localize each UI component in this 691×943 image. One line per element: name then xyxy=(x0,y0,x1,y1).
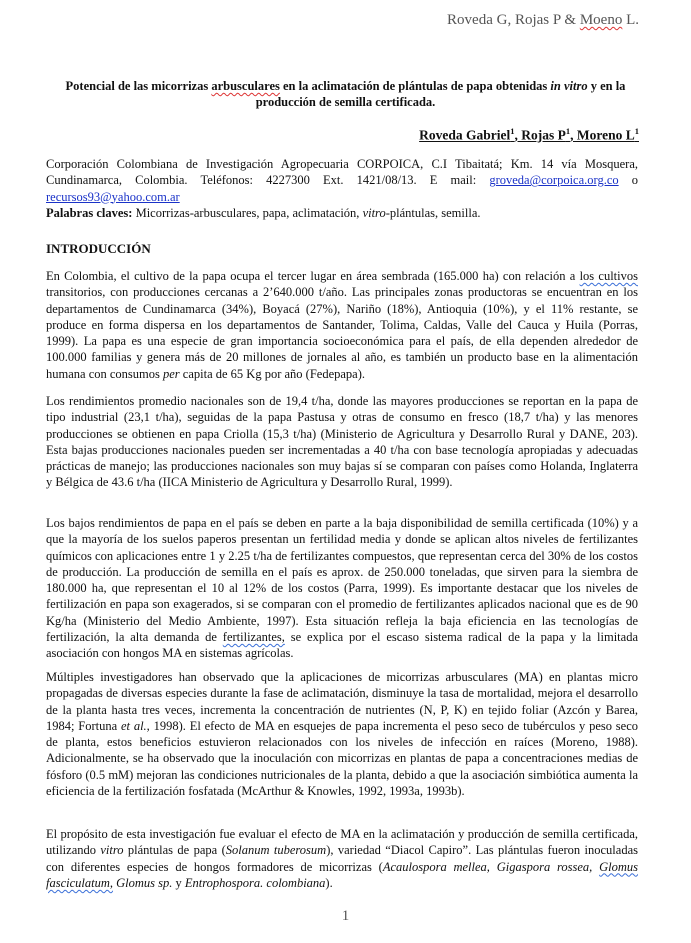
title-text: Potencial de las micorrizas xyxy=(65,79,212,93)
grammar-flagged-text: fertilizantes, xyxy=(222,630,285,645)
author-name: , Rojas P xyxy=(514,127,566,143)
running-header xyxy=(447,12,639,29)
affiliation-block xyxy=(46,156,638,221)
species-name: Glomus sp. xyxy=(113,875,173,890)
keywords-italic: vitro xyxy=(362,205,386,220)
paragraph-text: transitorios, con producciones cercanas a 2’640.000 t/año. Las principales zonas productoras se encuentran en los departamentos de Cundinamarca (34%), Boyacá (27%), Nariño (18%), Antioquia (10%), y el 11% restante, se produce en forma dispersa en los departamentos de Santander, Tolima, Caldas, Valle del Cauca y Huila (Porras, 1999). La papa es una especie de gran importancia socioeconómica para el país, de ella dependen alrededor de 100.000 familias y genera más de 20 millones de jornales al año, es también un producto base en la alimentación humana con consumos xyxy=(46,285,638,381)
title-text: arbusculares xyxy=(211,79,280,93)
paragraph-italic: per xyxy=(163,366,180,381)
author-name: Roveda Gabriel xyxy=(419,127,511,143)
title-italic: in vitro xyxy=(550,79,588,93)
paragraph-text: 1998). El efecto de MA en esquejes de papa incrementa el peso seco de tubérculos y peso seco de planta, estos beneficios estuvieron relacionados con los niveles de infección en raíces (Moreno, 1988). Adicionalmente, se ha observado que la inoculación con micorrizas en plantas de papa a concentraciones medias de fósforo (0.5 mM) mejoran las condiciones nutricionales de la planta, debido a que la asociación simbiótica aumenta la eficiencia de la fertilización fosfatada (McArthur & Knowles, 1992, 1993a, 1993b). xyxy=(46,718,639,799)
paragraph-italic: vitro xyxy=(100,843,124,858)
paragraph-text: ), variedad “Diacol Capiro”. Las plántulas fueron inoculadas con diferentes especies de hongos formadores de micorrizas ( xyxy=(46,843,638,874)
paragraph-text: Múltiples investigadores han observado que la aplicaciones de micorrizas arbusculares (MA) en plantas micro propagadas de diversas especies durante la fase de aclimatación, disminuye la tasa de mortalidad, mejora el desarrollo de la planta hasta tres veces, incrementa la concentración de nutrientes (N, P, K) en tejido foliar (Azcón y Barea, 1984; Fortuna xyxy=(46,670,638,733)
paragraph-text: En Colombia, el cultivo de la papa ocupa el tercer lugar en área sembrada (165.000 ha) con relación a xyxy=(46,269,580,283)
header-misspelled-name: Moeno xyxy=(579,12,623,28)
species-name: Solanum tuberosum xyxy=(225,843,327,858)
email-link-2[interactable]: recursos93@yahoo.com.ar xyxy=(46,189,180,204)
species-name: Entrophospora. colombiana xyxy=(184,875,326,890)
paragraph-4 xyxy=(46,669,638,799)
grammar-flagged-text: los cultivos xyxy=(579,269,638,283)
title-text: en la aclimatación de plántulas de papa obtenidas xyxy=(279,79,551,93)
paragraph-text: Los bajos rendimientos de papa en el país se deben en parte a la baja disponibilidad de semilla certificada (10%) y a que la mayoría de los suelos paperos presentan un fertilidad media y donde se aplican altos niveles de fertilizantes químicos con aplicaciones entre 1 y 2.25 t/ha de fertilizantes compuestos, que representan cerca del 30% de los costos de producción. La producción de semilla en el país es aprox. de 250.000 toneladas, que sirven para la siembra de 180.000 ha, que representan el 10 al 12% de los costos (Parra, 1999). Es importante destacar que los niveles de fertilización en papa son exagerados, si se comparan con el promedio de fertilizantes aplicados nacional que es de 90 Kg/ha (Ministerio del Medio Ambiente, 1997). Esta situación refleja la baja eficiencia en las tecnologías de fertilización, la alta demanda de xyxy=(46,516,638,645)
header-initial: L. xyxy=(622,12,639,28)
paragraph-text: capita de 65 Kg por año (Fedepapa). xyxy=(179,366,366,381)
keywords-text: Micorrizas-arbusculares, papa, aclimatación, xyxy=(132,205,363,220)
affiliation-text: Corporación Colombiana de Investigación Agropecuaria CORPOICA, C.I Tibaitatá; Km. 14 vía Mosquera, Cundinamarca, Colombia. Teléfonos: 4227300 Ext. 1421/08/13. E mail: xyxy=(46,157,638,188)
paragraph-text: El propósito de esta investigación fue evaluar el efecto de MA en la aclimatación y producción de semilla certificada, utilizando xyxy=(46,827,638,858)
paragraph-text: ). xyxy=(325,875,333,890)
section-heading: INTRODUCCIÓN xyxy=(46,241,151,256)
author-list xyxy=(419,126,639,144)
paragraph-1 xyxy=(46,268,638,382)
paragraph-3 xyxy=(46,515,638,662)
species-name-flagged: Glomus fasciculatum, xyxy=(46,859,638,890)
title-text: y en la producción de semilla certificada. xyxy=(255,79,626,109)
paragraph-text: plántulas de papa ( xyxy=(123,843,226,858)
email-link-1[interactable]: groveda@corpoica.org.co xyxy=(489,173,619,188)
paragraph-5 xyxy=(46,826,638,891)
affiliation-or: o xyxy=(618,173,639,188)
page-number: 1 xyxy=(341,908,350,924)
species-name: Acaulospora mellea, Gigaspora rossea, xyxy=(382,859,600,874)
author-name: , Moreno L xyxy=(570,127,635,143)
header-authors: Roveda G, Rojas P & xyxy=(447,12,580,28)
keywords-label: Palabras claves: xyxy=(46,205,133,220)
paragraph-text: y xyxy=(172,875,185,890)
author-affiliation-mark: 1 xyxy=(565,126,571,136)
paragraph-italic: et al., xyxy=(120,718,150,733)
author-affiliation-mark: 1 xyxy=(634,126,639,136)
paragraph-text: se explica por el escaso sistema radical de la papa y la limitada asociación con hongos MA en sistemas agrícolas. xyxy=(46,630,638,661)
keywords-text: -plántulas, semilla. xyxy=(385,205,481,220)
paper-title xyxy=(40,78,651,110)
author-affiliation-mark: 1 xyxy=(510,126,515,136)
paragraph-2: Los rendimientos promedio nacionales son de 19,4 t/ha, donde las mayores producciones se reportan en la papa de tipo industrial (23,1 t/ha), seguidas de la papa Pastusa y otras de consumo en fresco (18,7 t/ha) y las menores producciones se obtienen en papa Criolla (15,3 t/ha) (Ministerio de Agricultura y Desarrollo Rural y DANE, 203). Esta bajas producciones nacionales pueden ser incrementadas a 40 t/ha con base tecnología apropiadas y adecuadas prácticas de manejo; las producciones nacionales son muy bajas sí se comparan con países como Holanda, Inglaterra y Bélgica de 43.6 t/ha (IICA Ministerio de Agricultura y Desarrollo Rural, 1999). xyxy=(46,394,638,490)
